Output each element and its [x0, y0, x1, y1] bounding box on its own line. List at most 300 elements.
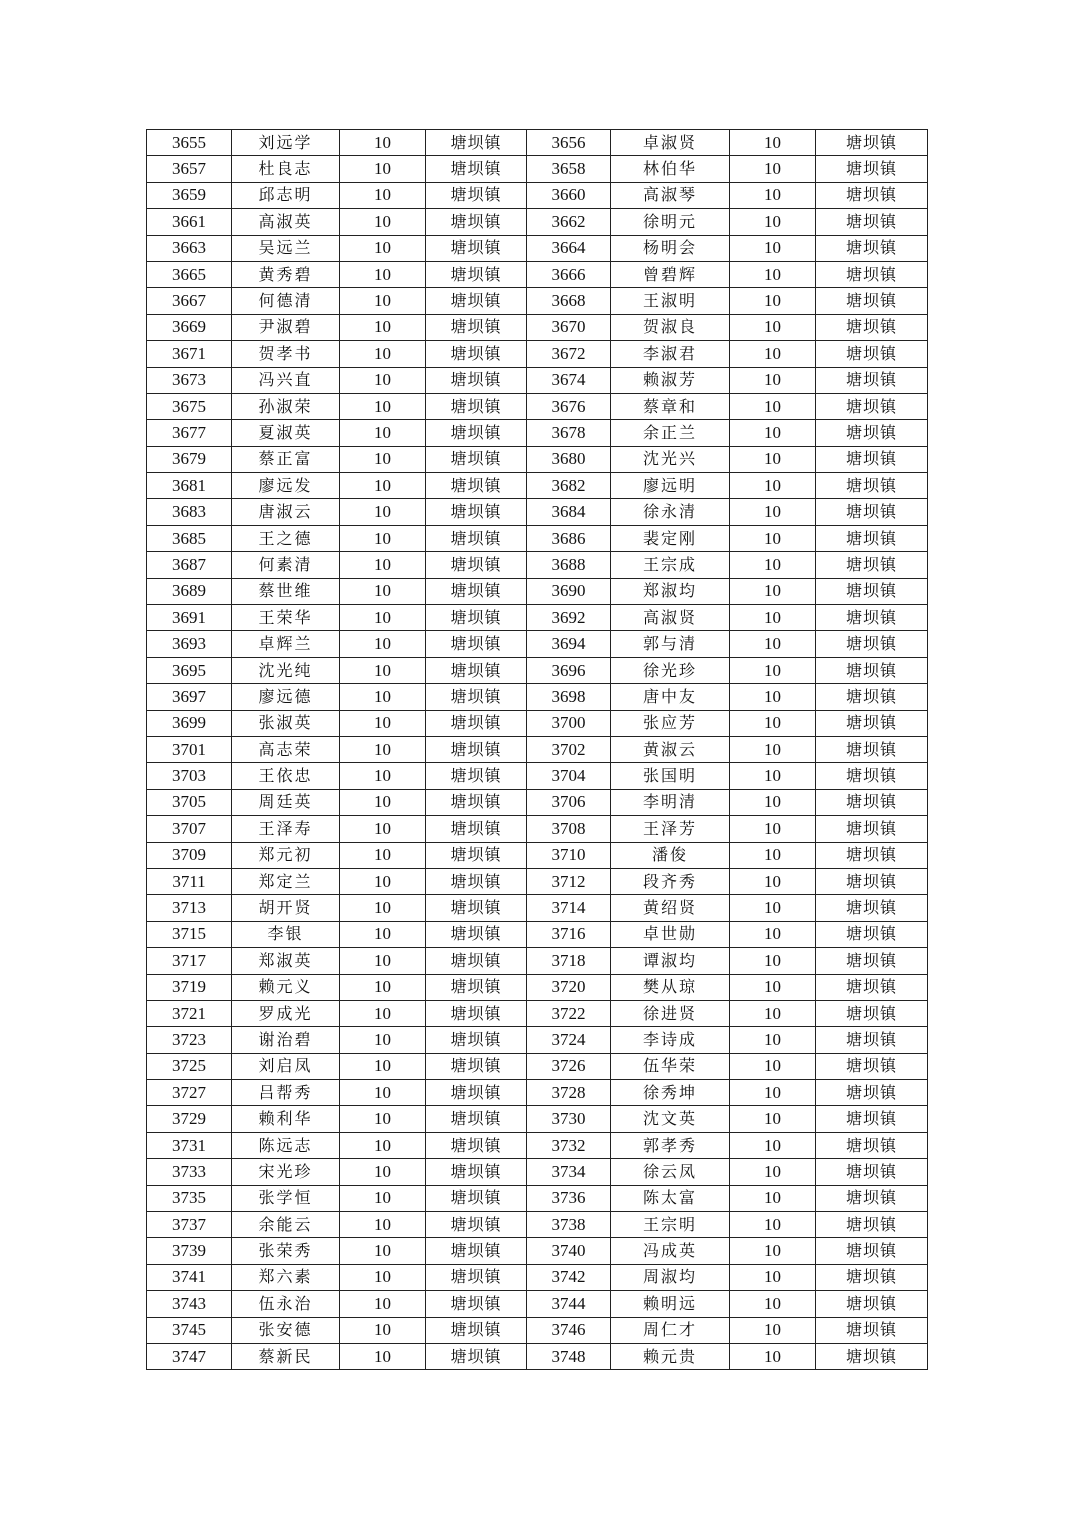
- left-township-cell: 塘坝镇: [426, 1106, 527, 1132]
- right-person-name-cell: 廖远明: [611, 473, 730, 499]
- right-amount-cell: 10: [730, 1080, 816, 1106]
- right-serial-number-cell: 3672: [527, 341, 611, 367]
- right-township-cell: 塘坝镇: [816, 235, 928, 261]
- left-township-cell: 塘坝镇: [426, 1343, 527, 1369]
- right-township-cell: 塘坝镇: [816, 156, 928, 182]
- right-serial-number-cell: 3668: [527, 288, 611, 314]
- right-township-cell: 塘坝镇: [816, 763, 928, 789]
- left-person-name-cell: 余能云: [232, 1212, 340, 1238]
- right-amount-cell: 10: [730, 1291, 816, 1317]
- right-township-cell: 塘坝镇: [816, 525, 928, 551]
- right-township-cell: 塘坝镇: [816, 948, 928, 974]
- right-serial-number-cell: 3678: [527, 420, 611, 446]
- right-amount-cell: 10: [730, 1053, 816, 1079]
- table-row: [147, 974, 928, 1000]
- table-row: [147, 1027, 928, 1053]
- right-township-cell: 塘坝镇: [816, 1291, 928, 1317]
- table-row: [147, 552, 928, 578]
- right-person-name-cell: 卓世勋: [611, 921, 730, 947]
- table-row: [147, 288, 928, 314]
- left-serial-number-cell: 3689: [147, 578, 232, 604]
- right-serial-number-cell: 3656: [527, 130, 611, 156]
- right-serial-number-cell: 3694: [527, 631, 611, 657]
- left-person-name-cell: 赖元义: [232, 974, 340, 1000]
- right-amount-cell: 10: [730, 525, 816, 551]
- table-row: [147, 1080, 928, 1106]
- left-amount-cell: 10: [340, 552, 426, 578]
- right-person-name-cell: 卓淑贤: [611, 130, 730, 156]
- table-row: [147, 209, 928, 235]
- left-township-cell: 塘坝镇: [426, 499, 527, 525]
- right-serial-number-cell: 3706: [527, 789, 611, 815]
- right-amount-cell: 10: [730, 736, 816, 762]
- left-amount-cell: 10: [340, 156, 426, 182]
- left-person-name-cell: 吴远兰: [232, 235, 340, 261]
- left-amount-cell: 10: [340, 605, 426, 631]
- left-township-cell: 塘坝镇: [426, 710, 527, 736]
- right-person-name-cell: 徐秀坤: [611, 1080, 730, 1106]
- left-person-name-cell: 郑定兰: [232, 868, 340, 894]
- right-amount-cell: 10: [730, 182, 816, 208]
- left-person-name-cell: 罗成光: [232, 1000, 340, 1026]
- right-serial-number-cell: 3670: [527, 314, 611, 340]
- right-amount-cell: 10: [730, 1027, 816, 1053]
- right-amount-cell: 10: [730, 974, 816, 1000]
- left-serial-number-cell: 3711: [147, 868, 232, 894]
- left-amount-cell: 10: [340, 473, 426, 499]
- left-township-cell: 塘坝镇: [426, 868, 527, 894]
- left-serial-number-cell: 3663: [147, 235, 232, 261]
- left-person-name-cell: 何德清: [232, 288, 340, 314]
- left-person-name-cell: 蔡新民: [232, 1343, 340, 1369]
- right-township-cell: 塘坝镇: [816, 842, 928, 868]
- right-township-cell: 塘坝镇: [816, 1053, 928, 1079]
- left-serial-number-cell: 3707: [147, 816, 232, 842]
- left-person-name-cell: 冯兴直: [232, 367, 340, 393]
- right-person-name-cell: 沈文英: [611, 1106, 730, 1132]
- left-serial-number-cell: 3701: [147, 736, 232, 762]
- right-person-name-cell: 周仁才: [611, 1317, 730, 1343]
- right-amount-cell: 10: [730, 1317, 816, 1343]
- right-serial-number-cell: 3734: [527, 1159, 611, 1185]
- left-person-name-cell: 郑六素: [232, 1264, 340, 1290]
- table-row: [147, 1291, 928, 1317]
- right-amount-cell: 10: [730, 288, 816, 314]
- left-serial-number-cell: 3669: [147, 314, 232, 340]
- left-person-name-cell: 赖利华: [232, 1106, 340, 1132]
- left-township-cell: 塘坝镇: [426, 235, 527, 261]
- right-serial-number-cell: 3708: [527, 816, 611, 842]
- left-amount-cell: 10: [340, 1264, 426, 1290]
- left-amount-cell: 10: [340, 895, 426, 921]
- left-amount-cell: 10: [340, 288, 426, 314]
- left-serial-number-cell: 3661: [147, 209, 232, 235]
- left-township-cell: 塘坝镇: [426, 473, 527, 499]
- left-township-cell: 塘坝镇: [426, 130, 527, 156]
- left-amount-cell: 10: [340, 1053, 426, 1079]
- right-township-cell: 塘坝镇: [816, 789, 928, 815]
- right-person-name-cell: 赖元贵: [611, 1343, 730, 1369]
- left-person-name-cell: 张荣秀: [232, 1238, 340, 1264]
- right-person-name-cell: 郭与清: [611, 631, 730, 657]
- table-row: [147, 1238, 928, 1264]
- right-person-name-cell: 沈光兴: [611, 446, 730, 472]
- left-person-name-cell: 伍永治: [232, 1291, 340, 1317]
- right-amount-cell: 10: [730, 1106, 816, 1132]
- right-township-cell: 塘坝镇: [816, 314, 928, 340]
- right-serial-number-cell: 3712: [527, 868, 611, 894]
- right-serial-number-cell: 3728: [527, 1080, 611, 1106]
- left-amount-cell: 10: [340, 314, 426, 340]
- left-amount-cell: 10: [340, 578, 426, 604]
- table-row: [147, 657, 928, 683]
- right-serial-number-cell: 3732: [527, 1132, 611, 1158]
- left-township-cell: 塘坝镇: [426, 314, 527, 340]
- right-amount-cell: 10: [730, 816, 816, 842]
- left-township-cell: 塘坝镇: [426, 763, 527, 789]
- right-person-name-cell: 周淑均: [611, 1264, 730, 1290]
- left-serial-number-cell: 3665: [147, 261, 232, 287]
- table-row: [147, 1212, 928, 1238]
- left-serial-number-cell: 3739: [147, 1238, 232, 1264]
- left-amount-cell: 10: [340, 341, 426, 367]
- left-serial-number-cell: 3719: [147, 974, 232, 1000]
- left-person-name-cell: 郑元初: [232, 842, 340, 868]
- right-township-cell: 塘坝镇: [816, 1343, 928, 1369]
- left-person-name-cell: 高志荣: [232, 736, 340, 762]
- right-amount-cell: 10: [730, 1185, 816, 1211]
- table-row: [147, 235, 928, 261]
- left-serial-number-cell: 3727: [147, 1080, 232, 1106]
- right-township-cell: 塘坝镇: [816, 1264, 928, 1290]
- right-township-cell: 塘坝镇: [816, 921, 928, 947]
- left-person-name-cell: 张学恒: [232, 1185, 340, 1211]
- left-township-cell: 塘坝镇: [426, 1053, 527, 1079]
- left-person-name-cell: 邱志明: [232, 182, 340, 208]
- table-row: [147, 499, 928, 525]
- table-row: [147, 182, 928, 208]
- right-serial-number-cell: 3738: [527, 1212, 611, 1238]
- left-person-name-cell: 胡开贤: [232, 895, 340, 921]
- right-serial-number-cell: 3660: [527, 182, 611, 208]
- left-serial-number-cell: 3687: [147, 552, 232, 578]
- right-township-cell: 塘坝镇: [816, 393, 928, 419]
- table-row: [147, 868, 928, 894]
- left-serial-number-cell: 3705: [147, 789, 232, 815]
- left-person-name-cell: 杜良志: [232, 156, 340, 182]
- table-row: [147, 578, 928, 604]
- left-amount-cell: 10: [340, 1106, 426, 1132]
- table-row: [147, 1185, 928, 1211]
- right-person-name-cell: 贺淑良: [611, 314, 730, 340]
- right-person-name-cell: 冯成英: [611, 1238, 730, 1264]
- table-row: [147, 341, 928, 367]
- right-township-cell: 塘坝镇: [816, 1000, 928, 1026]
- left-serial-number-cell: 3715: [147, 921, 232, 947]
- right-amount-cell: 10: [730, 209, 816, 235]
- table-row: [147, 367, 928, 393]
- table-row: [147, 130, 928, 156]
- left-person-name-cell: 黄秀碧: [232, 261, 340, 287]
- left-amount-cell: 10: [340, 182, 426, 208]
- right-person-name-cell: 徐进贤: [611, 1000, 730, 1026]
- right-township-cell: 塘坝镇: [816, 1106, 928, 1132]
- left-amount-cell: 10: [340, 657, 426, 683]
- right-person-name-cell: 赖淑芳: [611, 367, 730, 393]
- right-serial-number-cell: 3726: [527, 1053, 611, 1079]
- right-township-cell: 塘坝镇: [816, 420, 928, 446]
- left-serial-number-cell: 3691: [147, 605, 232, 631]
- left-township-cell: 塘坝镇: [426, 1317, 527, 1343]
- left-township-cell: 塘坝镇: [426, 631, 527, 657]
- right-township-cell: 塘坝镇: [816, 446, 928, 472]
- left-serial-number-cell: 3667: [147, 288, 232, 314]
- left-amount-cell: 10: [340, 948, 426, 974]
- right-person-name-cell: 谭淑均: [611, 948, 730, 974]
- left-person-name-cell: 夏淑英: [232, 420, 340, 446]
- left-township-cell: 塘坝镇: [426, 446, 527, 472]
- left-township-cell: 塘坝镇: [426, 1000, 527, 1026]
- left-serial-number-cell: 3723: [147, 1027, 232, 1053]
- right-serial-number-cell: 3680: [527, 446, 611, 472]
- left-person-name-cell: 王依忠: [232, 763, 340, 789]
- left-township-cell: 塘坝镇: [426, 895, 527, 921]
- right-amount-cell: 10: [730, 1264, 816, 1290]
- right-amount-cell: 10: [730, 341, 816, 367]
- left-amount-cell: 10: [340, 130, 426, 156]
- right-amount-cell: 10: [730, 499, 816, 525]
- right-amount-cell: 10: [730, 261, 816, 287]
- right-amount-cell: 10: [730, 1000, 816, 1026]
- table-row: [147, 446, 928, 472]
- left-person-name-cell: 谢治碧: [232, 1027, 340, 1053]
- right-serial-number-cell: 3704: [527, 763, 611, 789]
- right-serial-number-cell: 3696: [527, 657, 611, 683]
- left-amount-cell: 10: [340, 261, 426, 287]
- table-row: [147, 261, 928, 287]
- left-person-name-cell: 廖远德: [232, 684, 340, 710]
- left-person-name-cell: 沈光纯: [232, 657, 340, 683]
- right-serial-number-cell: 3714: [527, 895, 611, 921]
- table-row: [147, 736, 928, 762]
- table-row: [147, 1317, 928, 1343]
- left-serial-number-cell: 3679: [147, 446, 232, 472]
- left-amount-cell: 10: [340, 393, 426, 419]
- table-row: [147, 473, 928, 499]
- table-row: [147, 314, 928, 340]
- right-serial-number-cell: 3700: [527, 710, 611, 736]
- right-amount-cell: 10: [730, 367, 816, 393]
- left-amount-cell: 10: [340, 1343, 426, 1369]
- left-serial-number-cell: 3673: [147, 367, 232, 393]
- left-serial-number-cell: 3659: [147, 182, 232, 208]
- right-amount-cell: 10: [730, 446, 816, 472]
- right-person-name-cell: 裴定刚: [611, 525, 730, 551]
- table-row: [147, 631, 928, 657]
- right-township-cell: 塘坝镇: [816, 657, 928, 683]
- right-serial-number-cell: 3664: [527, 235, 611, 261]
- right-person-name-cell: 段齐秀: [611, 868, 730, 894]
- right-amount-cell: 10: [730, 895, 816, 921]
- right-serial-number-cell: 3730: [527, 1106, 611, 1132]
- table-row: [147, 1106, 928, 1132]
- left-serial-number-cell: 3699: [147, 710, 232, 736]
- right-person-name-cell: 唐中友: [611, 684, 730, 710]
- left-amount-cell: 10: [340, 816, 426, 842]
- left-township-cell: 塘坝镇: [426, 393, 527, 419]
- right-amount-cell: 10: [730, 789, 816, 815]
- left-person-name-cell: 刘启凤: [232, 1053, 340, 1079]
- left-amount-cell: 10: [340, 1291, 426, 1317]
- right-person-name-cell: 杨明会: [611, 235, 730, 261]
- right-township-cell: 塘坝镇: [816, 578, 928, 604]
- right-person-name-cell: 徐云凤: [611, 1159, 730, 1185]
- right-township-cell: 塘坝镇: [816, 182, 928, 208]
- left-serial-number-cell: 3735: [147, 1185, 232, 1211]
- left-township-cell: 塘坝镇: [426, 288, 527, 314]
- right-serial-number-cell: 3742: [527, 1264, 611, 1290]
- right-serial-number-cell: 3658: [527, 156, 611, 182]
- right-serial-number-cell: 3724: [527, 1027, 611, 1053]
- table-row: [147, 605, 928, 631]
- left-person-name-cell: 孙淑荣: [232, 393, 340, 419]
- left-township-cell: 塘坝镇: [426, 156, 527, 182]
- right-person-name-cell: 樊从琼: [611, 974, 730, 1000]
- right-person-name-cell: 王淑明: [611, 288, 730, 314]
- left-serial-number-cell: 3709: [147, 842, 232, 868]
- left-serial-number-cell: 3741: [147, 1264, 232, 1290]
- left-amount-cell: 10: [340, 710, 426, 736]
- right-amount-cell: 10: [730, 948, 816, 974]
- table-row: [147, 948, 928, 974]
- table-row: [147, 816, 928, 842]
- right-person-name-cell: 伍华荣: [611, 1053, 730, 1079]
- table-row: [147, 710, 928, 736]
- right-person-name-cell: 曾碧辉: [611, 261, 730, 287]
- left-serial-number-cell: 3743: [147, 1291, 232, 1317]
- left-person-name-cell: 蔡世维: [232, 578, 340, 604]
- left-amount-cell: 10: [340, 789, 426, 815]
- table-row: [147, 393, 928, 419]
- table-row: [147, 1000, 928, 1026]
- right-amount-cell: 10: [730, 631, 816, 657]
- right-amount-cell: 10: [730, 657, 816, 683]
- left-serial-number-cell: 3685: [147, 525, 232, 551]
- right-person-name-cell: 李淑君: [611, 341, 730, 367]
- table-row: [147, 1264, 928, 1290]
- left-person-name-cell: 张淑英: [232, 710, 340, 736]
- left-township-cell: 塘坝镇: [426, 657, 527, 683]
- left-amount-cell: 10: [340, 209, 426, 235]
- right-person-name-cell: 黄绍贤: [611, 895, 730, 921]
- left-serial-number-cell: 3655: [147, 130, 232, 156]
- right-serial-number-cell: 3666: [527, 261, 611, 287]
- right-person-name-cell: 徐永清: [611, 499, 730, 525]
- right-serial-number-cell: 3748: [527, 1343, 611, 1369]
- left-amount-cell: 10: [340, 1080, 426, 1106]
- table-row: [147, 1159, 928, 1185]
- right-township-cell: 塘坝镇: [816, 367, 928, 393]
- right-township-cell: 塘坝镇: [816, 895, 928, 921]
- left-township-cell: 塘坝镇: [426, 261, 527, 287]
- right-amount-cell: 10: [730, 473, 816, 499]
- right-person-name-cell: 郑淑均: [611, 578, 730, 604]
- left-amount-cell: 10: [340, 1000, 426, 1026]
- right-person-name-cell: 黄淑云: [611, 736, 730, 762]
- table-row: [147, 1053, 928, 1079]
- left-serial-number-cell: 3681: [147, 473, 232, 499]
- left-township-cell: 塘坝镇: [426, 1080, 527, 1106]
- right-person-name-cell: 张应芳: [611, 710, 730, 736]
- right-township-cell: 塘坝镇: [816, 868, 928, 894]
- table-row: [147, 763, 928, 789]
- right-township-cell: 塘坝镇: [816, 1027, 928, 1053]
- left-township-cell: 塘坝镇: [426, 736, 527, 762]
- table-row: [147, 921, 928, 947]
- right-serial-number-cell: 3744: [527, 1291, 611, 1317]
- left-amount-cell: 10: [340, 367, 426, 393]
- right-serial-number-cell: 3746: [527, 1317, 611, 1343]
- left-township-cell: 塘坝镇: [426, 1264, 527, 1290]
- left-person-name-cell: 宋光珍: [232, 1159, 340, 1185]
- left-township-cell: 塘坝镇: [426, 605, 527, 631]
- right-amount-cell: 10: [730, 314, 816, 340]
- right-person-name-cell: 陈太富: [611, 1185, 730, 1211]
- table-row: [147, 1132, 928, 1158]
- left-person-name-cell: 尹淑碧: [232, 314, 340, 340]
- roster-table-body: [147, 130, 928, 1370]
- right-serial-number-cell: 3682: [527, 473, 611, 499]
- right-township-cell: 塘坝镇: [816, 974, 928, 1000]
- left-township-cell: 塘坝镇: [426, 209, 527, 235]
- left-township-cell: 塘坝镇: [426, 1291, 527, 1317]
- left-person-name-cell: 何素清: [232, 552, 340, 578]
- right-serial-number-cell: 3676: [527, 393, 611, 419]
- right-township-cell: 塘坝镇: [816, 1317, 928, 1343]
- left-serial-number-cell: 3695: [147, 657, 232, 683]
- right-serial-number-cell: 3710: [527, 842, 611, 868]
- left-serial-number-cell: 3675: [147, 393, 232, 419]
- left-amount-cell: 10: [340, 1132, 426, 1158]
- left-serial-number-cell: 3683: [147, 499, 232, 525]
- left-amount-cell: 10: [340, 420, 426, 446]
- right-person-name-cell: 张国明: [611, 763, 730, 789]
- right-township-cell: 塘坝镇: [816, 631, 928, 657]
- table-row: [147, 789, 928, 815]
- left-person-name-cell: 唐淑云: [232, 499, 340, 525]
- table-row: [147, 156, 928, 182]
- left-serial-number-cell: 3671: [147, 341, 232, 367]
- left-amount-cell: 10: [340, 763, 426, 789]
- left-amount-cell: 10: [340, 446, 426, 472]
- left-person-name-cell: 郑淑英: [232, 948, 340, 974]
- left-amount-cell: 10: [340, 1317, 426, 1343]
- table-row: [147, 420, 928, 446]
- left-township-cell: 塘坝镇: [426, 420, 527, 446]
- left-serial-number-cell: 3737: [147, 1212, 232, 1238]
- left-person-name-cell: 张安德: [232, 1317, 340, 1343]
- left-person-name-cell: 贺孝书: [232, 341, 340, 367]
- right-serial-number-cell: 3686: [527, 525, 611, 551]
- right-serial-number-cell: 3662: [527, 209, 611, 235]
- left-township-cell: 塘坝镇: [426, 1238, 527, 1264]
- right-township-cell: 塘坝镇: [816, 261, 928, 287]
- left-amount-cell: 10: [340, 499, 426, 525]
- left-serial-number-cell: 3721: [147, 1000, 232, 1026]
- right-township-cell: 塘坝镇: [816, 1080, 928, 1106]
- left-township-cell: 塘坝镇: [426, 552, 527, 578]
- right-amount-cell: 10: [730, 684, 816, 710]
